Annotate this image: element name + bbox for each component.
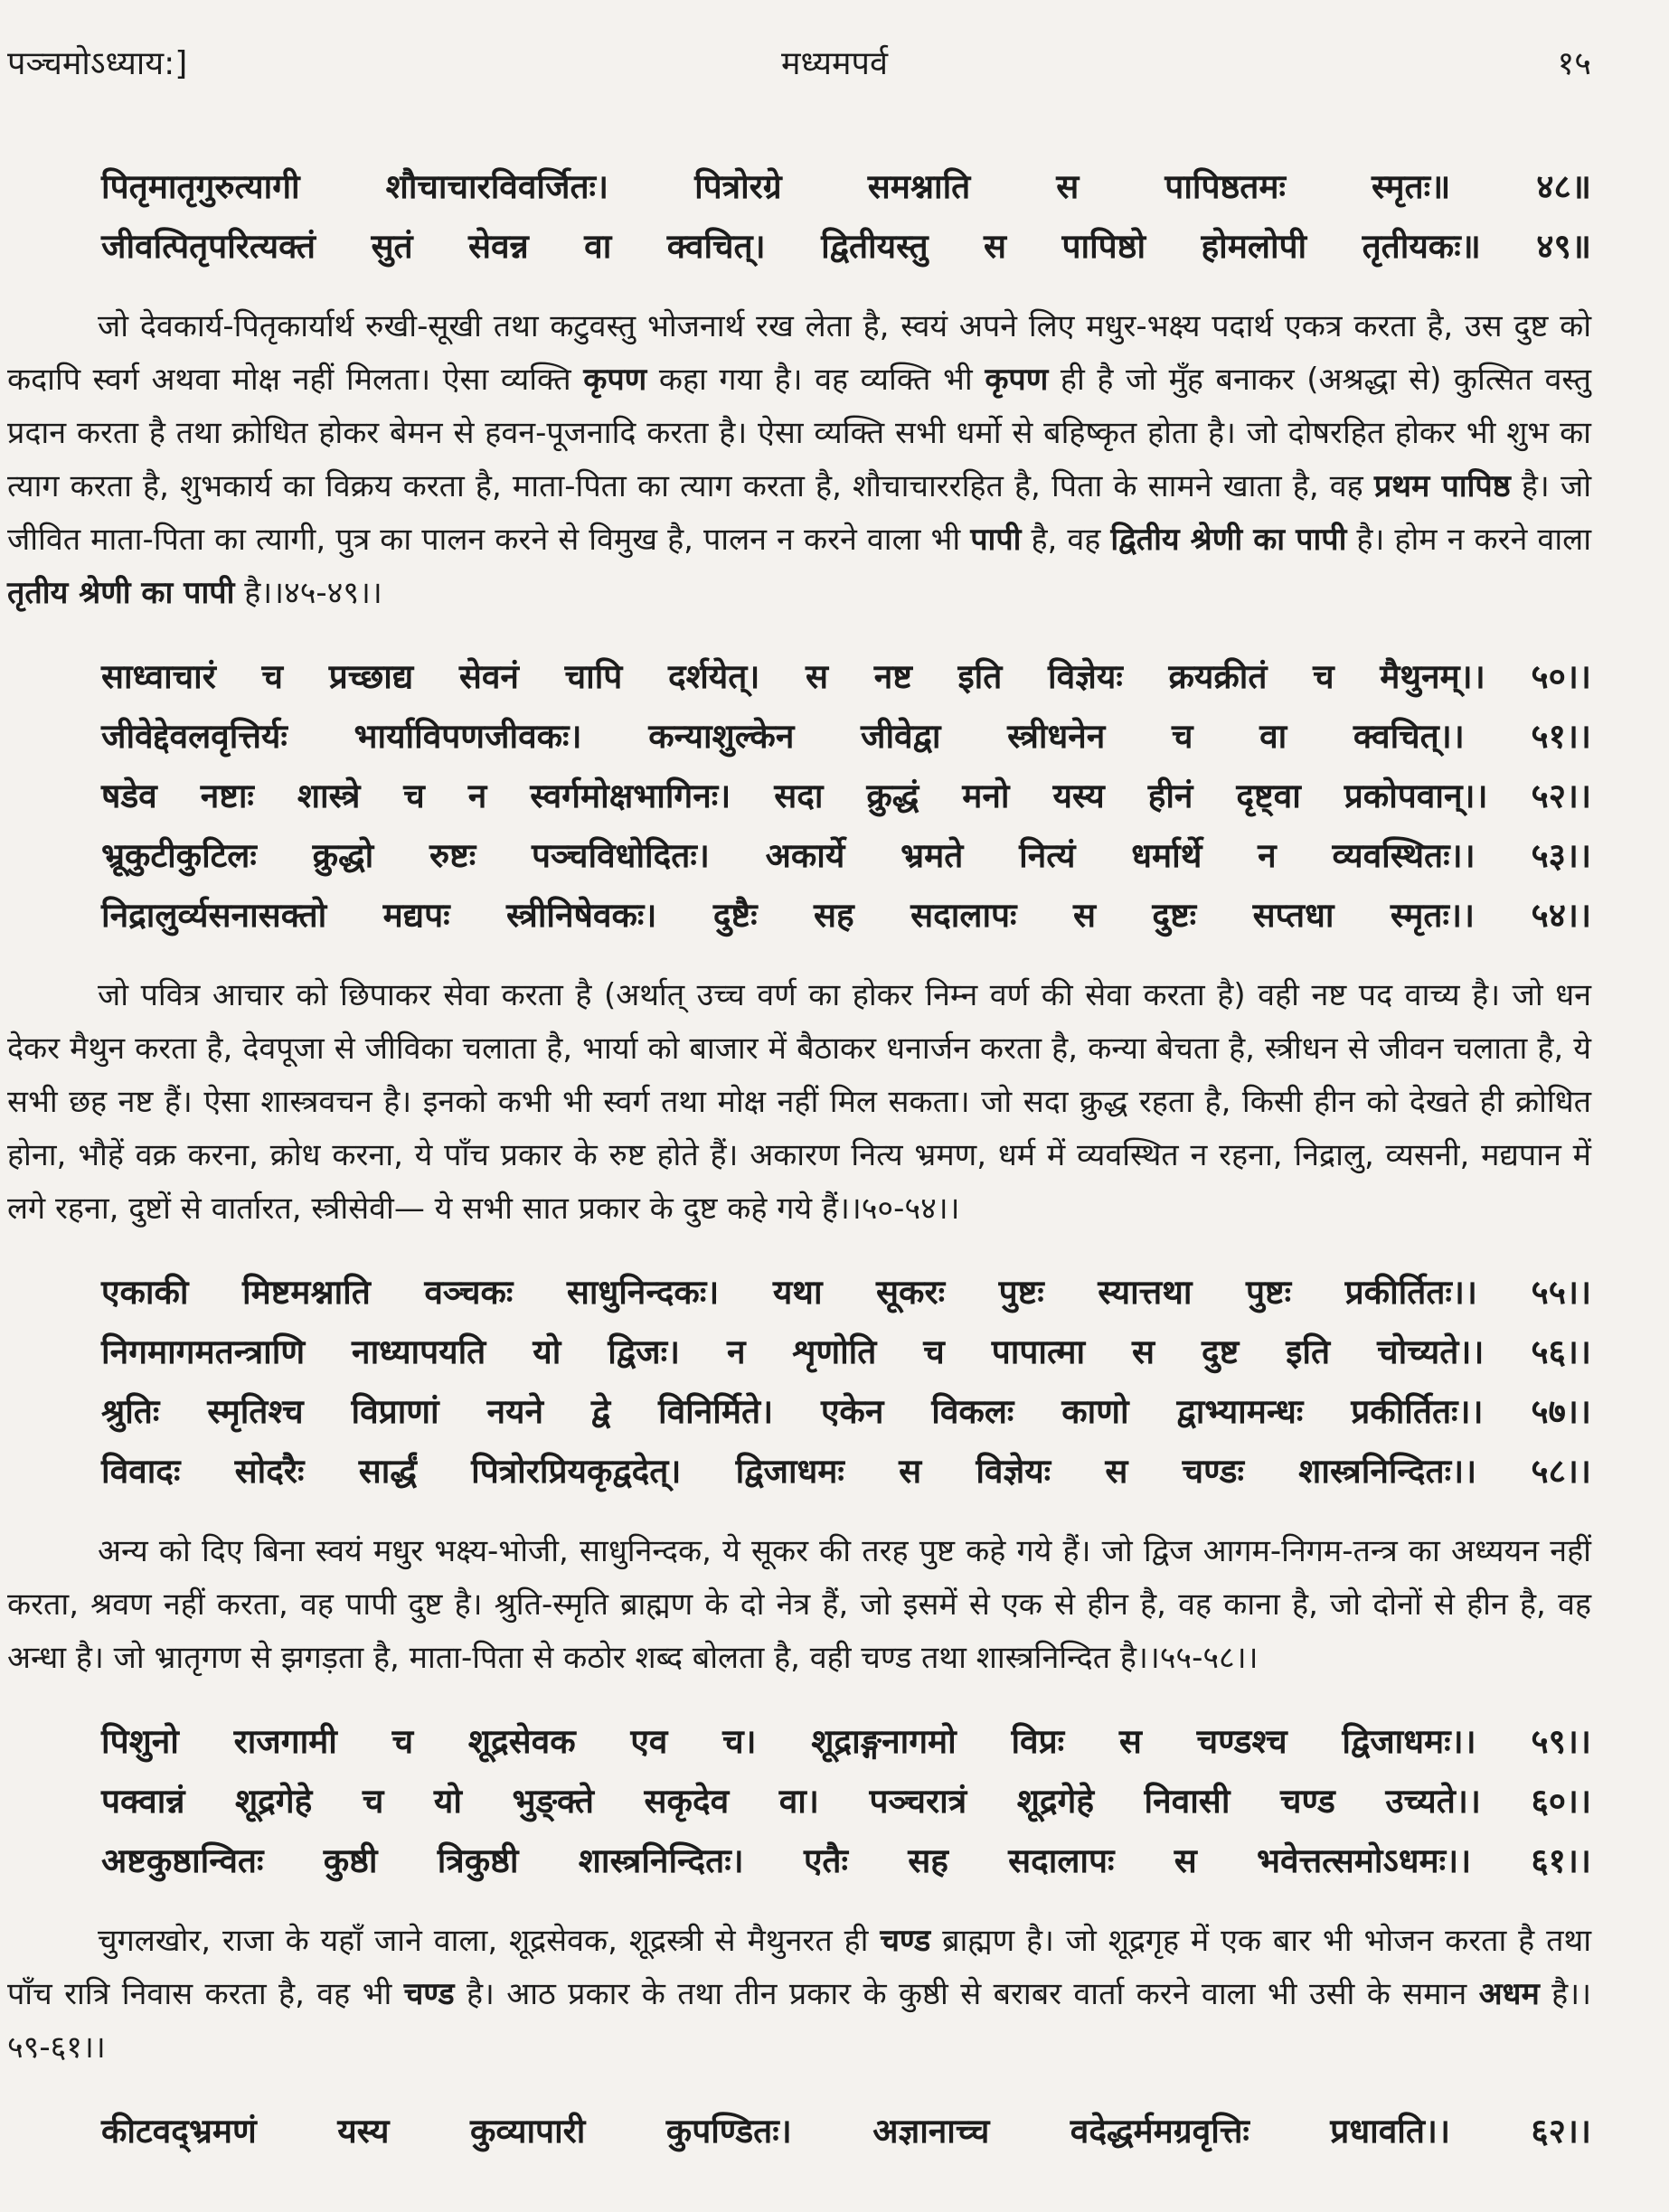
emphasis-term: पापी bbox=[970, 522, 1022, 558]
text-run: अन्य को दिए बिना स्वयं मधुर भक्ष्य-भोजी, साधुनिन्दक, ये सूकर की तरह पुष्ट कहे गये हैं। जो द्विज आगम-निगम-तन्त्र का अध्ययन नहीं करता, श्रवण नहीं करता, वह पापी दुष्ट है। श्रुति-स्मृति ब्राह्मण के दो नेत्र हैं, जो इसमें से एक से हीन है, वह काना है, जो दोनों से हीन है, वह अन्धा है। जो भ्रातृगण से झगड़ता है, माता-पिता से कठोर शब्द बोलता है, वही चण्ड तथा शास्त्रनिन्दित है।।५५-५८।। bbox=[7, 1533, 1591, 1676]
text-run: है।।५९-६१।। bbox=[7, 1976, 1591, 2066]
verse-line: पक्वान्नं शूद्रगेहे च यो भुङ्क्ते सकृदेव वा। पञ्चरात्रं शूद्रगेहे निवासी चण्ड उच्यते।। ६०।। bbox=[101, 1782, 1591, 1821]
text-run: कहा गया है। वह व्यक्ति भी bbox=[646, 362, 985, 398]
verse-line: जीवेद्देवलवृत्तिर्यः भार्याविपणजीवकः। कन्याशुल्केन जीवेद्वा स्त्रीधनेन च वा क्वचित्।। ५१।। bbox=[101, 717, 1591, 756]
verse-line: जीवत्पितृपरित्यक्तं सुतं सेवन्न वा क्वचित्। द्वितीयस्तु स पापिष्ठो होमलोपी तृतीयकः॥ ४९॥ bbox=[101, 227, 1591, 266]
emphasis-term: कृपण bbox=[583, 362, 647, 398]
text-run: है, वह bbox=[1021, 522, 1111, 558]
verse-line: भ्रूकुटीकुटिलः क्रुद्धो रुष्टः पञ्चविधोदितः। अकार्ये भ्रमते नित्यं धर्मार्थे न व्यवस्थितः।। ५३।। bbox=[101, 836, 1591, 875]
emphasis-term: प्रथम पापिष्ठ bbox=[1373, 468, 1511, 504]
emphasis-term: द्वितीय श्रेणी का पापी bbox=[1110, 522, 1347, 558]
text-run: जो देवकार्य-पितृकार्यार्थ रुखी-सूखी तथा कटुवस्तु भोजनार्थ रख लेता है, स्वयं अपने लिए मधुर-भक्ष्य पदार्थ एकत्र करता है, उस दुष्ट को कदापि स्वर्ग अथवा मोक्ष नहीं मिलता। ऐसा व्यक्ति bbox=[7, 308, 1591, 398]
emphasis-term: अधम bbox=[1478, 1976, 1540, 2012]
verse-block bbox=[101, 1263, 1591, 1501]
emphasis-term: चण्ड bbox=[403, 1976, 455, 2012]
page-number: १५ bbox=[1557, 45, 1591, 82]
commentary-paragraph bbox=[7, 1915, 1591, 2075]
text-run: है। होम न करने वाला bbox=[1346, 522, 1591, 558]
verse-line: निगमागमतन्त्राणि नाध्यापयति यो द्विजः। न शृणोति च पापात्मा स दुष्ट इति चोच्यते।। ५६।। bbox=[101, 1332, 1591, 1371]
text-run: ही है जो मुँह बनाकर (अश्रद्धा से) कुत्सित वस्तु प्रदान करता है तथा क्रोधित होकर बेमन से हवन-पूजनादि करता है। ऐसा व्यक्ति सभी धर्मो से बहिष्कृत होता है। जो दोषरहित होकर भी शुभ का त्याग करता है, शुभकार्य का विक्रय करता है, माता-पिता का त्याग करता है, शौचाचाररहित है, पिता के सामने खाता है, वह bbox=[7, 362, 1592, 504]
running-head bbox=[7, 40, 1591, 103]
page-body bbox=[7, 157, 1591, 2161]
verse-line: श्रुतिः स्मृतिश्च विप्राणां नयने द्वे विनिर्मिते। एकेन विकलः काणो द्वाभ्यामन्धः प्रकीर्तितः।। ५७।। bbox=[101, 1392, 1591, 1431]
verse-line: पितृमातृगुरुत्यागी शौचाचारविवर्जितः। पित्रोरग्रे समश्नाति स पापिष्ठतमः स्मृतः॥ ४८॥ bbox=[101, 167, 1591, 206]
chapter-label: पञ्चमोऽध्याय:] bbox=[7, 45, 188, 82]
emphasis-term: चण्ड bbox=[880, 1923, 931, 1959]
verse-line: विवादः सोदरैः सार्द्धं पित्रोरप्रियकृद्वदेत्। द्विजाधमः स विज्ञेयः स चण्डः शास्त्रनिन्दितः।। ५८।। bbox=[101, 1452, 1591, 1491]
verse-line: अष्टकुष्ठान्वितः कुष्ठी त्रिकुष्ठी शास्त्रनिन्दितः। एतैः सह सदालापः स भवेत्तत्समोऽधमः।। ६१।। bbox=[101, 1841, 1591, 1880]
text-run: चुगलखोर, राजा के यहाँ जाने वाला, शूद्रसेवक, शूद्रस्त्री से मैथुनरत ही bbox=[98, 1923, 881, 1959]
text-run: ब्राह्मण है। जो शूद्रगृह में एक बार भी भोजन करता है तथा पाँच रात्रि निवास करता है, वह भी bbox=[7, 1923, 1591, 2012]
verse-block bbox=[101, 157, 1591, 277]
commentary-paragraph bbox=[7, 1525, 1591, 1685]
verse-line: साध्वाचारं च प्रच्छाद्य सेवनं चापि दर्शयेत्। स नष्ट इति विज्ञेयः क्रयक्रीतं च मैथुनम्।। ५०।। bbox=[101, 657, 1591, 696]
text-run: है।।४५-४९।। bbox=[234, 575, 382, 611]
emphasis-term: तृतीय श्रेणी का पापी bbox=[7, 575, 235, 611]
verse-block bbox=[101, 647, 1591, 946]
section-title: मध्यमपर्व bbox=[781, 45, 888, 82]
verse-line: पिशुनो राजगामी च शूद्रसेवक एव च। शूद्राङ्गनागमो विप्रः स चण्डश्च द्विजाधमः।। ५९।। bbox=[101, 1722, 1591, 1761]
commentary-paragraph bbox=[7, 969, 1591, 1236]
verse-line: निद्रालुर्व्यसनासक्तो मद्यपः स्त्रीनिषेवकः। दुष्टैः सह सदालापः स दुष्टः सप्तधा स्मृतः।। ५४।। bbox=[101, 896, 1591, 935]
commentary-paragraph bbox=[7, 300, 1591, 620]
verse-line: कीटवद्भ्रमणं यस्य कुव्यापारी कुपण्डितः। अज्ञानाच्च वदेद्धर्ममग्रवृत्तिः प्रधावति।। ६२।। bbox=[101, 2112, 1591, 2151]
text-run: जो पवित्र आचार को छिपाकर सेवा करता है (अर्थात् उच्च वर्ण का होकर निम्न वर्ण की सेवा करता है) वही नष्ट पद वाच्य है। जो धन देकर मैथुन करता है, देवपूजा से जीविका चलाता है, भार्या को बाजार में बैठाकर धनार्जन करता है, कन्या बेचता है, स्त्रीधन से जीवन चलाता है, ये सभी छह नष्ट हैं। ऐसा शास्त्रवचन है। इनको कभी भी स्वर्ग तथा मोक्ष नहीं मिल सकता। जो सदा क्रुद्ध रहता है, किसी हीन को देखते ही क्रोधित होना, भौहें वक्र करना, क्रोध करना, ये पाँच प्रकार के रुष्ट होते हैं। अकारण नित्य भ्रमण, धर्म में व्यवस्थित न रहना, निद्रालु, व्यसनी, मद्यपान में लगे रहना, दुष्टों से वार्तारत, स्त्रीसेवी— ये सभी सात प्रकार के दुष्ट कहे गये हैं।।५०-५४।। bbox=[7, 977, 1591, 1227]
emphasis-term: कृपण bbox=[985, 362, 1049, 398]
verse-line: एकाकी मिष्टमश्नाति वञ्चकः साधुनिन्दकः। यथा सूकरः पुष्टः स्यात्तथा पुष्टः प्रकीर्तितः।। ५५।। bbox=[101, 1273, 1591, 1312]
text-run: है। जो जीवित माता-पिता का त्यागी, पुत्र का पालन करने से विमुख है, पालन न करने वाला भी bbox=[7, 468, 1591, 558]
verse-block bbox=[101, 1712, 1591, 1891]
text-run: है। आठ प्रकार के तथा तीन प्रकार के कुष्ठी से बराबर वार्ता करने वाला भी उसी के समान bbox=[454, 1976, 1479, 2012]
verse-line: षडेव नष्टाः शास्त्रे च न स्वर्गमोक्षभागिनः। सदा क्रुद्धं मनो यस्य हीनं दृष्ट्वा प्रकोपवान्।। ५२।। bbox=[101, 777, 1591, 815]
verse-block bbox=[101, 2102, 1591, 2161]
